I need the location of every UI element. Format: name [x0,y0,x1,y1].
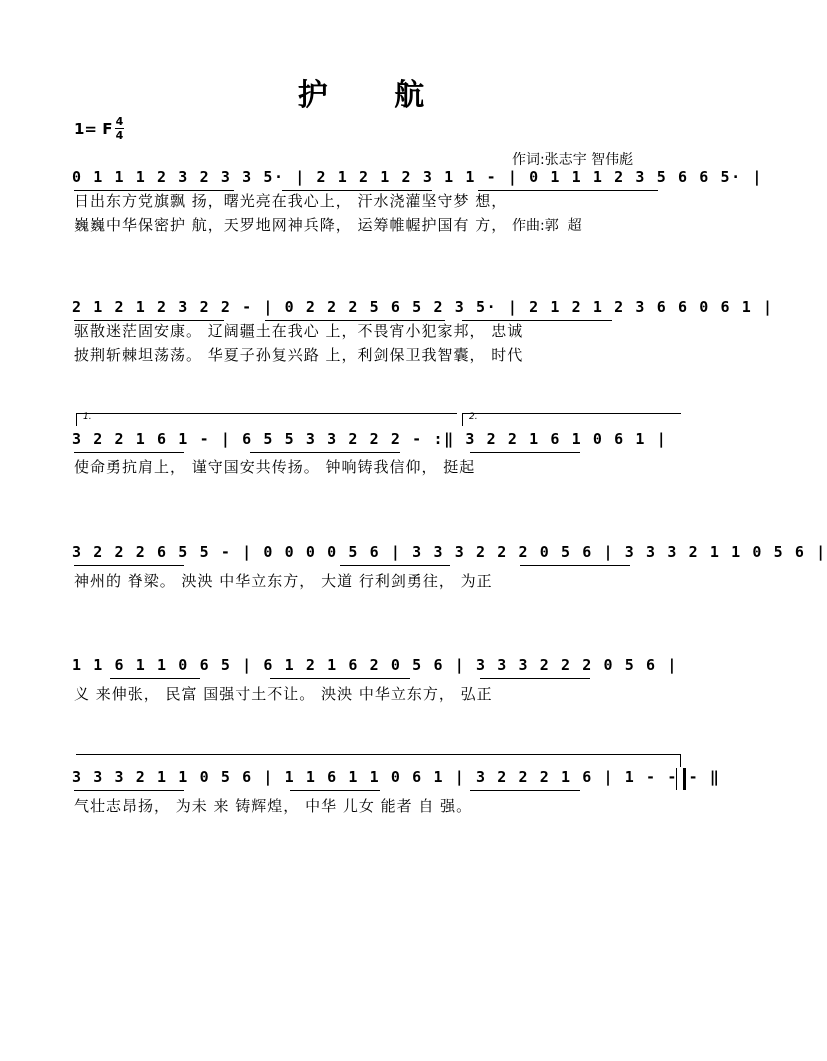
beam-underline [74,452,184,453]
composer-label: 作曲: [512,218,545,234]
final-barline [676,768,686,790]
second-ending-label: 2. [469,412,478,422]
beam-underline [480,678,590,679]
beam-underline [470,790,580,791]
lyric-verse-1: 驱散迷茫固安康。 辽阔疆土在我心 上，不畏宵小犯家邦， 忠诚 [74,322,524,340]
beam-underline [110,678,200,679]
song-title: 护 航 [297,78,453,113]
first-ending-label: 1. [83,412,92,422]
lyric-verse-1: 日出东方党旗飘 扬，曙光亮在我心上， 汗水浇灌坚守梦 想， [74,192,508,210]
notation-line: 2 1 2 1 2 3 2 2 - | 0 2 2 2 5 6 5 2 3 5· | 2 1 2 1 2 3 6 6 0 6 1 | [72,298,774,316]
notation-line: 3 3 3 2 1 1 0 5 6 | 1 1 6 1 1 0 6 1 | 3 2 2 2 1 6 | 1 - - - ‖ [72,768,721,786]
composer-name: 郭 超 [544,218,582,234]
beam-underline [250,452,400,453]
ending-bracket [76,754,681,767]
lyric-verse-2: 巍巍中华保密护 航，天罗地网神兵降， 运筹帷幄护国有 方， [74,216,508,234]
time-signature-numerator: 4 [115,115,124,128]
beam-underline [470,452,580,453]
key-signature: 1= F [74,120,113,138]
second-ending-bracket [462,413,681,426]
time-signature-denominator: 4 [115,129,124,142]
lyric-line: 神州的 脊梁。 泱泱 中华立东方， 大道 行利剑勇往， 为正 [74,572,493,590]
lyric-line: 气壮志昂扬， 为未 来 铸辉煌， 中华 儿女 能者 自 强。 [74,797,473,815]
lyricist-names: 张志宇 智伟彪 [544,152,634,168]
beam-underline [74,565,184,566]
first-ending-bracket [76,413,457,426]
time-signature [115,116,124,141]
beam-underline [270,678,410,679]
beam-underline [520,565,630,566]
lyricist-label: 作词: [512,152,545,168]
notation-line: 3 2 2 2 6 5 5 - | 0 0 0 0 5 6 | 3 3 3 2 2 2 0 5 6 | 3 3 3 2 1 1 0 5 6 | [72,543,827,561]
beam-underline [290,790,380,791]
notation-line: 1 1 6 1 1 0 6 5 | 6 1 2 1 6 2 0 5 6 | 3 3 3 2 2 2 0 5 6 | [72,656,678,674]
beam-underline [74,790,184,791]
lyric-line: 使命勇抗肩上， 谨守国安共传扬。 钟响铸我信仰， 挺起 [74,458,476,476]
notation-line: 3 2 2 1 6 1 - | 6 5 5 3 3 2 2 2 - :‖ 3 2 2 1 6 1 0 6 1 | [72,430,668,448]
beam-underline [340,565,450,566]
lyric-line: 义 来伸张， 民富 国强寸土不让。 泱泱 中华立东方， 弘正 [74,685,493,703]
lyric-verse-2: 披荆斩棘坦荡荡。 华夏子孙复兴路 上，利剑保卫我智囊， 时代 [74,346,524,364]
notation-line: 0 1 1 1 2 3 2 3 3 5· | 2 1 2 1 2 3 1 1 - | 0 1 1 1 2 3 5 6 6 5· | [72,168,763,186]
